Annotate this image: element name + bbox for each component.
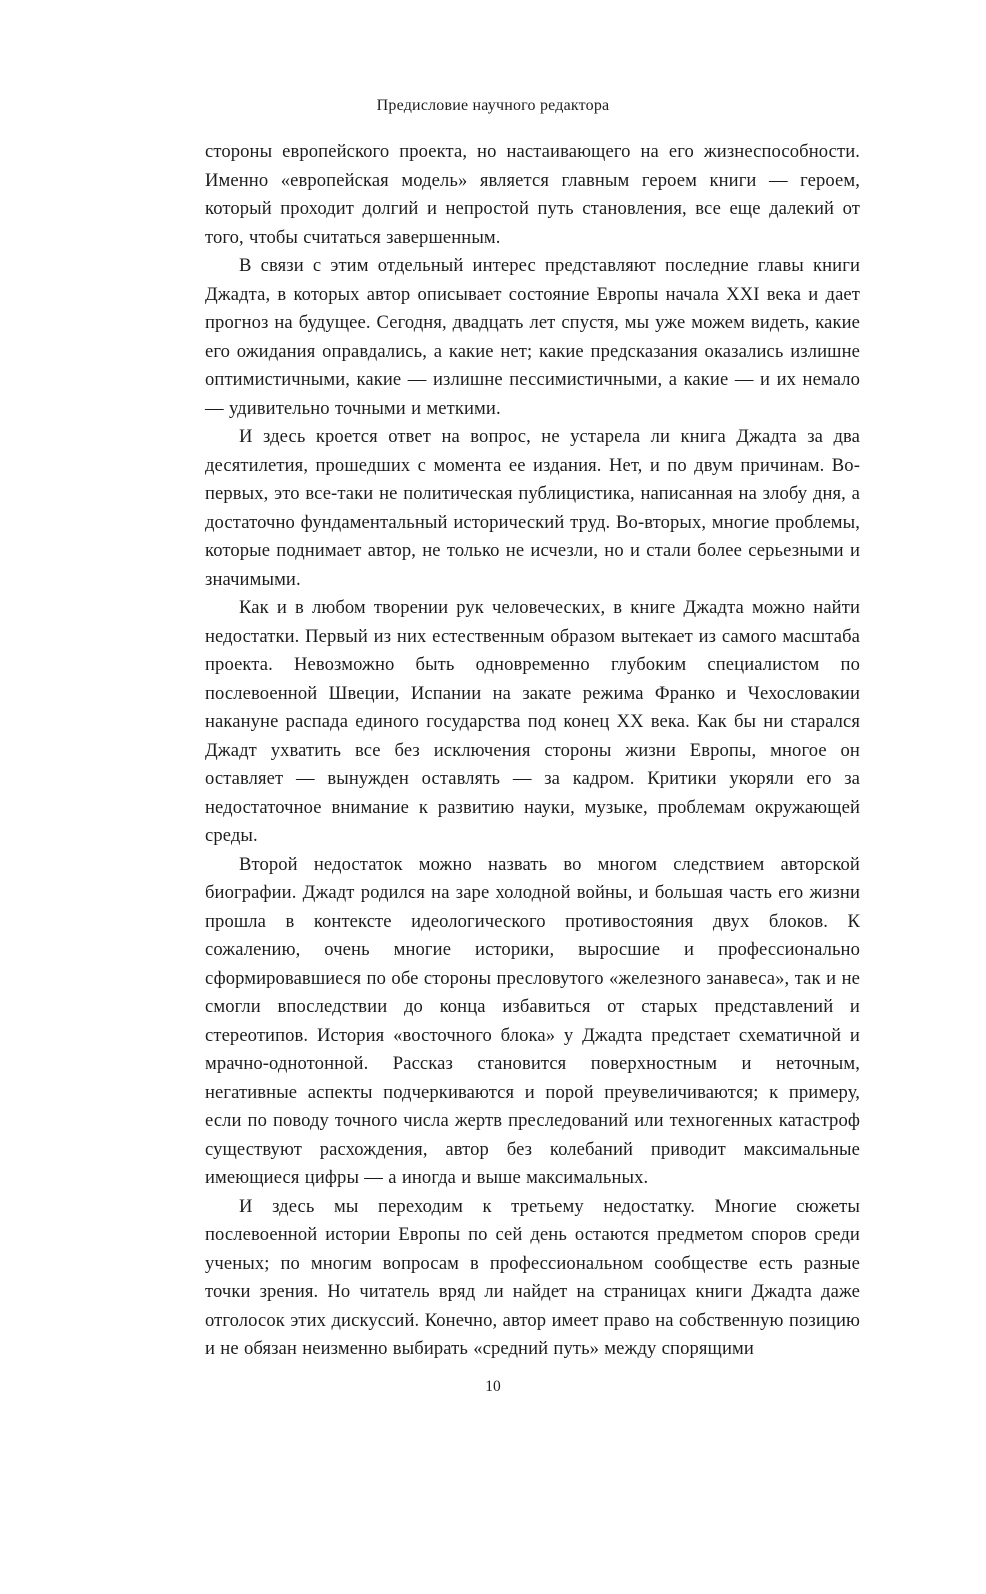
paragraph: Как и в любом творении рук человеческих, в книге Джадта можно найти недостатки. Первый из них естественным образом вытекает из самого масштаба проекта. Невозможно быть одновременно глубоким специалистом по послевоенной Швеции, Испании на закате режима Франко и Чехословакии накануне распада единого государства под конец XX века. Как бы ни старался Джадт ухватить все без исключения стороны жизни Европы, многое он оставляет — вынужден оставлять — за кадром. Критики укоряли его за недостаточное внимание к развитию науки, музыке, проблемам окружающей среды. (205, 597, 860, 846)
paragraph: В связи с этим отдельный интерес представляют последние главы книги Джадта, в которых автор описывает состояние Европы начала XXI века и дает прогноз на будущее. Сегодня, двадцать лет спустя, мы уже можем видеть, какие его ожидания оправдались, а какие нет; какие предсказания оказались излишне оптимистичными, какие — излишне пессимистичными, а какие — и их немало — удивительно точными и меткими. (205, 255, 860, 419)
paragraph: И здесь мы переходим к третьему недостатку. Многие сюжеты послевоенной истории Европы по сей день остаются предметом споров среди ученых; по многим вопросам в профессиональном сообществе есть разные точки зрения. Но читатель вряд ли найдет на страницах книги Джадта даже отголосок этих дискуссий. Конечно, автор имеет право на собственную позицию и не обязан неизменно выбирать «средний путь» между спорящими (205, 1195, 860, 1359)
paragraph: И здесь кроется ответ на вопрос, не устарела ли книга Джадта за два десятилетия, прошедших с момента ее издания. Нет, и по двум причинам. Во-первых, это все-таки не политическая публицистика, написанная на злобу дня, а достаточно фундаментальный исторический труд. Во-вторых, многие проблемы, которые поднимает автор, не только не исчезли, но и стали более серьезными и значимыми. (205, 426, 860, 590)
paragraph: стороны европейского проекта, но настаивающего на его жизнеспособности. Именно «европейская модель» является главным героем книги — героем, который проходит долгий и непростой путь становления, все еще далекий от того, чтобы считаться завершенным. (205, 141, 860, 248)
page-body (205, 138, 860, 1364)
paragraph: Второй недостаток можно назвать во многом следствием авторской биографии. Джадт родился на заре холодной войны, и большая часть его жизни прошла в контексте идеологического противостояния двух блоков. К сожалению, очень многие историки, выросшие и профессионально сформировавшиеся по обе стороны пресловутого «железного занавеса», так и не смогли впоследствии до конца избавиться от старых представлений и стереотипов. История «восточного блока» у Джадта предстает схематичной и мрачно-однотонной. Рассказ становится поверхностным и неточным, негативные аспекты подчеркиваются и порой преувеличиваются; к примеру, если по поводу точного числа жертв преследований или техногенных катастроф существуют расхождения, автор без колебаний приводит максимальные имеющиеся цифры — а иногда и выше максимальных. (205, 853, 860, 1188)
running-head: Предисловие научного редактора (376, 97, 610, 114)
page-number: 10 (485, 1378, 501, 1395)
